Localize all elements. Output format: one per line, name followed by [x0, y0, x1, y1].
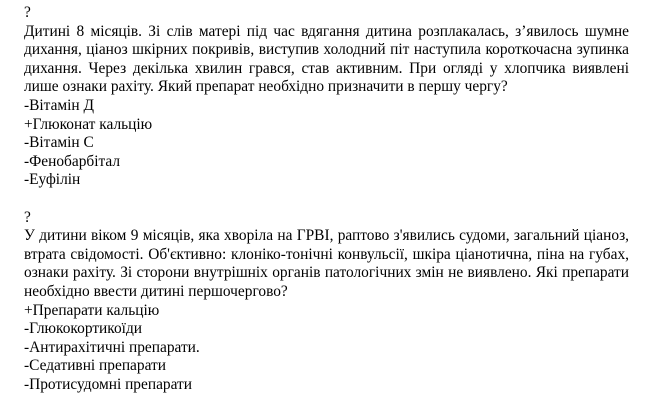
answer-option: +Глюконат кальцію [24, 115, 153, 133]
answer-option: -Седативні препарати [24, 357, 166, 375]
question-block-2 [24, 209, 629, 395]
question-marker: ? [24, 4, 31, 21]
answer-option: +Препарати кальцію [24, 301, 160, 319]
answer-option: -Еуфілін [24, 171, 81, 189]
answer-option: -Антирахітичні препарати. [24, 338, 200, 356]
answer-option: -Глюкокортикоїди [24, 320, 143, 338]
question-marker: ? [24, 208, 31, 226]
answer-option: -Фенобарбітал [24, 152, 121, 170]
answer-option: -Вітамін С [24, 134, 94, 152]
answer-option: -Вітамін Д [24, 96, 95, 114]
question-text: У дитини віком 9 місяців, яка хворіла на ГРВІ, раптово з'явились судоми, загальний ціаноз, втрата свідомості. Об'єктивно: клоніко-тонічні конвульсії, шкіра ціанотична, піна на губах, ознаки рахіту. Зі сторони внутрішніх органів патологічних змін не виявлено. Які препарати необхідно ввести дитині першочергово? [24, 227, 629, 300]
question-text: Дитині 8 місяців. Зі слів матері під час вдягання дитина розплакалась, з’явилось шумне дихання, ціаноз шкірних покривів, виступив холодний піт наступила короткочасна зупинка дихання. Через декілька хвилин грався, став активним. При огляді у хлопчика виявлені лише ознаки рахіту. Який препарат необхідно призначити в першу чергу? [24, 22, 629, 96]
answer-option: -Протисудомні препарати [24, 375, 192, 393]
question-block-1 [24, 4, 629, 190]
